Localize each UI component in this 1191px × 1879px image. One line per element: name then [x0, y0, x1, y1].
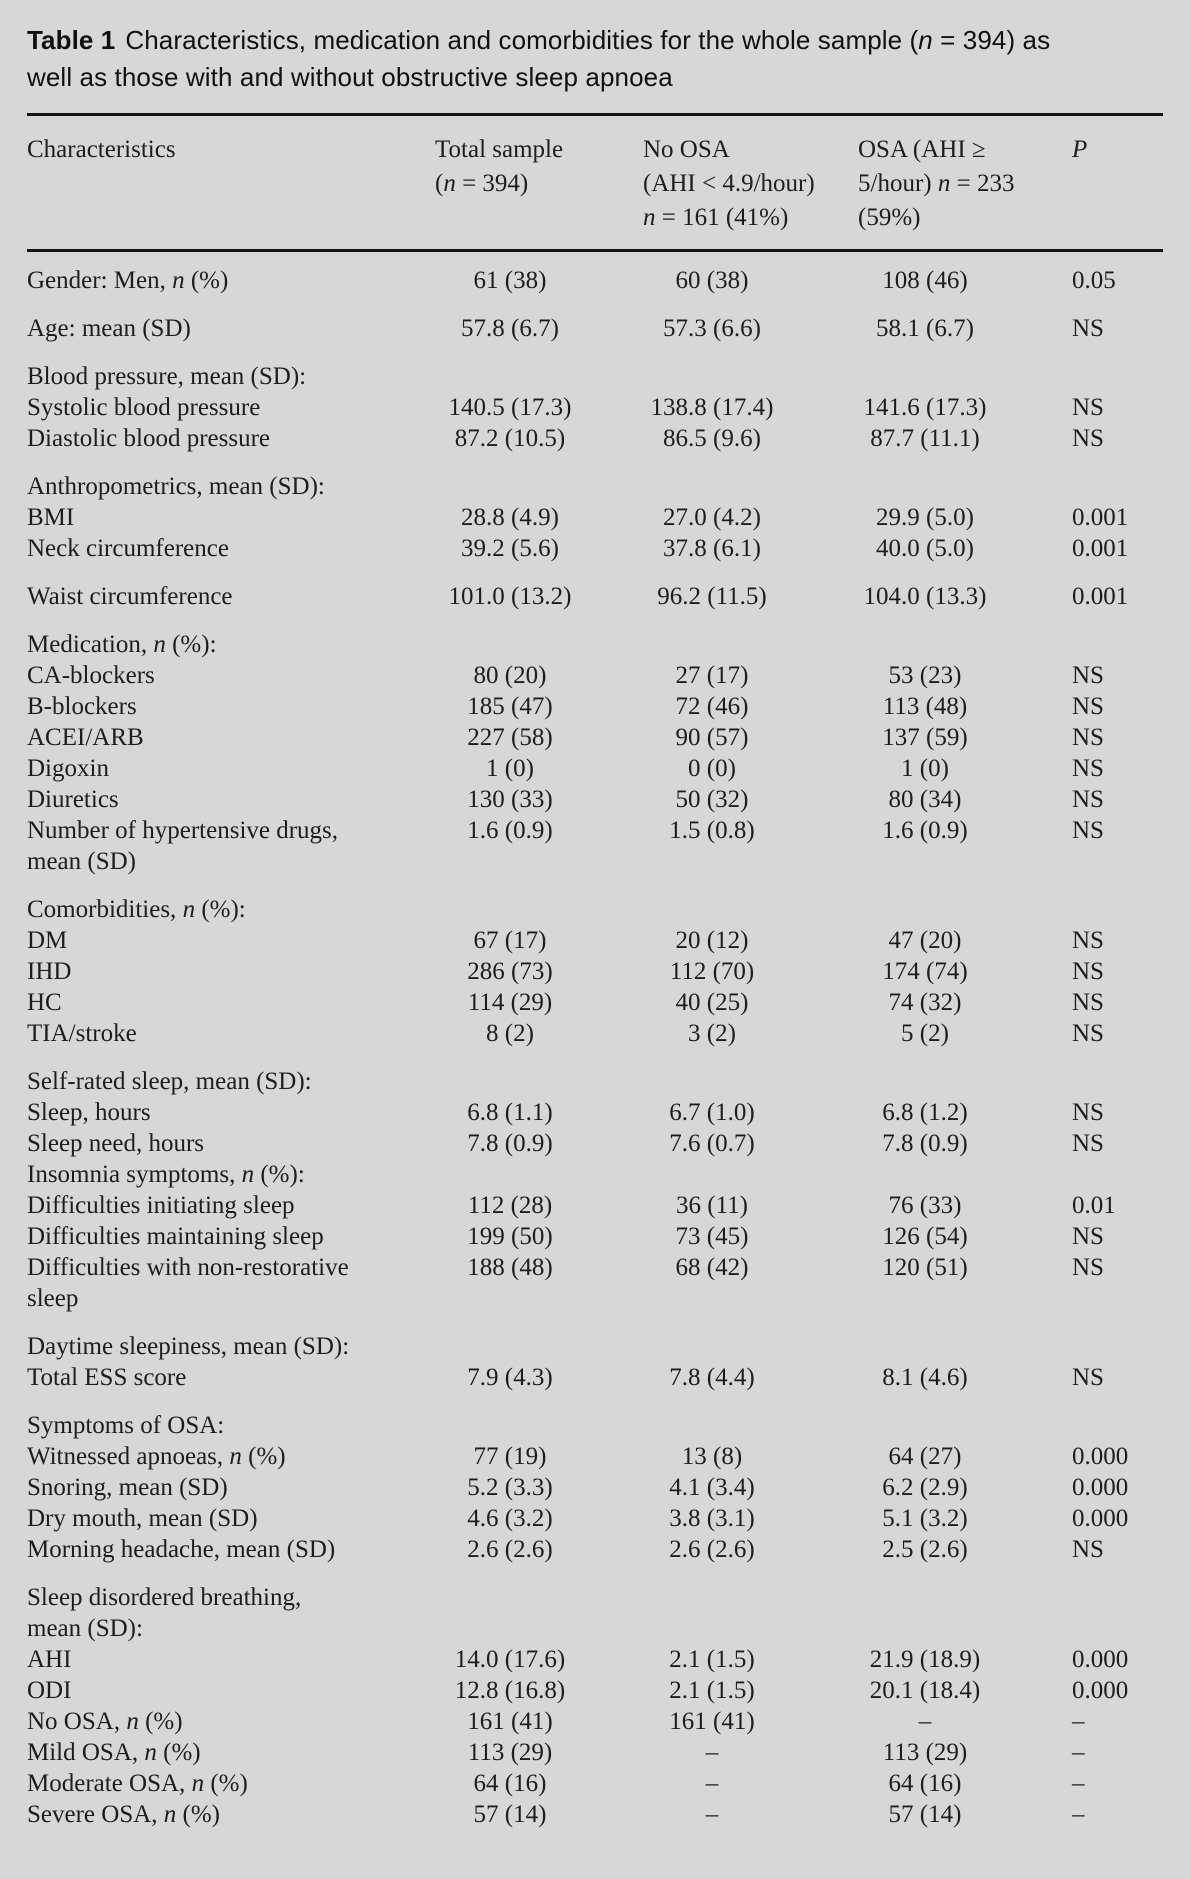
cell-no-osa: 86.5 (9.6)	[663, 425, 761, 452]
row-label: Digoxin	[27, 755, 109, 782]
cell-total: 39.2 (5.6)	[461, 535, 559, 562]
cell-osa: 174 (74)	[882, 958, 968, 985]
cell-osa: 87.7 (11.1)	[870, 425, 980, 452]
table-header-row	[27, 116, 1163, 249]
table-row	[27, 1706, 1163, 1737]
cell-no-osa: 1.5 (0.8)	[669, 817, 755, 844]
row-label: Severe OSA, n (%)	[27, 1801, 221, 1828]
cell-no-osa: 68 (42)	[675, 1254, 749, 1281]
row-label: Morning headache, mean (SD)	[27, 1536, 336, 1563]
cell-osa: 21.9 (18.9)	[869, 1646, 981, 1673]
cell-osa: 8.1 (4.6)	[882, 1364, 968, 1391]
cell-total: 87.2 (10.5)	[454, 425, 566, 452]
cell-total: 113 (29)	[467, 1739, 553, 1766]
cell-osa: 47 (20)	[888, 927, 962, 954]
table-row	[27, 1018, 1163, 1049]
table-row	[27, 1190, 1163, 1221]
table-row	[27, 1737, 1163, 1768]
cell-osa: 5 (2)	[901, 1020, 949, 1047]
cell-total: 161 (41)	[467, 1708, 553, 1735]
table-row	[27, 753, 1163, 784]
cell-p: NS	[1072, 755, 1104, 782]
row-label: Blood pressure, mean (SD):	[27, 363, 307, 390]
table-row	[27, 1441, 1163, 1472]
cell-total: 114 (29)	[467, 989, 553, 1016]
cell-no-osa: 27 (17)	[675, 662, 749, 689]
cell-p: NS	[1072, 394, 1104, 421]
cell-no-osa: 27.0 (4.2)	[663, 504, 761, 531]
cell-osa: 64 (16)	[888, 1770, 962, 1797]
cell-osa: 76 (33)	[888, 1192, 962, 1219]
table-row	[27, 1128, 1163, 1159]
column-header-p: P	[1072, 136, 1088, 163]
cell-osa: 7.8 (0.9)	[882, 1130, 968, 1157]
cell-total: 57 (14)	[473, 1801, 547, 1828]
cell-osa: 6.2 (2.9)	[882, 1474, 968, 1501]
row-label: Anthropometrics, mean (SD):	[27, 473, 325, 500]
cell-osa: 57 (14)	[888, 1801, 962, 1828]
row-label: Moderate OSA, n (%)	[27, 1770, 248, 1797]
table-row	[27, 1221, 1163, 1252]
cell-osa: 6.8 (1.2)	[882, 1099, 968, 1126]
cell-total: 28.8 (4.9)	[461, 504, 559, 531]
row-label: Diastolic blood pressure	[27, 425, 271, 452]
cell-total: 112 (28)	[467, 1192, 553, 1219]
table-row	[27, 784, 1163, 815]
cell-total: 227 (58)	[467, 724, 553, 751]
table-group-row	[27, 629, 1163, 660]
cell-p: 0.000	[1072, 1443, 1129, 1470]
row-label: No OSA, n (%)	[27, 1708, 183, 1735]
cell-osa: 1 (0)	[901, 755, 949, 782]
cell-no-osa: 2.1 (1.5)	[669, 1646, 755, 1673]
cell-no-osa: 96.2 (11.5)	[657, 583, 767, 610]
table-title-caption: Characteristics, medication and comorbidities for the whole sample (n = 394) as well as those with and without obstructive sleep apnoea	[27, 25, 1051, 92]
column-header-total-sample: Total sample (n = 394)	[435, 136, 564, 197]
cell-total: 12.8 (16.8)	[454, 1677, 566, 1704]
cell-p: NS	[1072, 693, 1104, 720]
cell-no-osa: 73 (45)	[675, 1223, 749, 1250]
cell-no-osa: –	[705, 1739, 719, 1766]
row-label: Difficulties initiating sleep	[27, 1192, 295, 1219]
cell-no-osa: 13 (8)	[681, 1443, 743, 1470]
cell-p: NS	[1072, 724, 1104, 751]
cell-osa: 120 (51)	[882, 1254, 968, 1281]
table-group-row	[27, 1410, 1163, 1441]
table-title	[27, 22, 1161, 96]
cell-p: 0.000	[1072, 1677, 1129, 1704]
row-label: Difficulties maintaining sleep	[27, 1223, 324, 1250]
row-label: Gender: Men, n (%)	[27, 267, 229, 294]
row-label: Dry mouth, mean (SD)	[27, 1505, 258, 1532]
table-row	[27, 423, 1163, 454]
cell-osa: 126 (54)	[882, 1223, 968, 1250]
cell-no-osa: –	[705, 1770, 719, 1797]
cell-no-osa: 90 (57)	[675, 724, 749, 751]
cell-total: 199 (50)	[467, 1223, 553, 1250]
cell-total: 67 (17)	[473, 927, 547, 954]
cell-no-osa: 57.3 (6.6)	[663, 315, 761, 342]
row-label: Total ESS score	[27, 1364, 187, 1391]
row-label: Medication, n (%):	[27, 631, 217, 658]
table-group-row	[27, 1066, 1163, 1097]
row-label: Daytime sleepiness, mean (SD):	[27, 1333, 350, 1360]
cell-osa: 5.1 (3.2)	[882, 1505, 968, 1532]
cell-p: 0.000	[1072, 1646, 1129, 1673]
cell-total: 286 (73)	[467, 958, 553, 985]
cell-total: 130 (33)	[467, 786, 553, 813]
table-group-row	[27, 1159, 1163, 1190]
row-label: DM	[27, 927, 68, 954]
cell-p: –	[1072, 1708, 1085, 1735]
cell-no-osa: 3 (2)	[688, 1020, 736, 1047]
cell-total: 5.2 (3.3)	[467, 1474, 553, 1501]
cell-no-osa: 60 (38)	[675, 267, 749, 294]
table-row	[27, 815, 1163, 877]
cell-p: NS	[1072, 315, 1104, 342]
cell-total: 7.9 (4.3)	[467, 1364, 553, 1391]
row-label: Symptoms of OSA:	[27, 1412, 225, 1439]
row-label: Systolic blood pressure	[27, 394, 261, 421]
row-label: CA-blockers	[27, 662, 155, 689]
cell-osa: –	[918, 1708, 932, 1735]
cell-osa: 74 (32)	[888, 989, 962, 1016]
row-label: Waist circumference	[27, 583, 233, 610]
row-label: Snoring, mean (SD)	[27, 1474, 228, 1501]
cell-p: 0.001	[1072, 504, 1129, 531]
cell-p: NS	[1072, 1020, 1104, 1047]
cell-no-osa: 7.8 (4.4)	[669, 1364, 755, 1391]
cell-total: 140.5 (17.3)	[448, 394, 572, 421]
cell-total: 77 (19)	[473, 1443, 547, 1470]
cell-osa: 2.5 (2.6)	[882, 1536, 968, 1563]
cell-p: NS	[1072, 817, 1104, 844]
cell-p: 0.000	[1072, 1474, 1129, 1501]
table-row	[27, 502, 1163, 533]
cell-osa: 1.6 (0.9)	[882, 817, 968, 844]
cell-p: –	[1072, 1739, 1085, 1766]
table-row	[27, 265, 1163, 296]
cell-no-osa: 2.6 (2.6)	[669, 1536, 755, 1563]
row-label: Self-rated sleep, mean (SD):	[27, 1068, 312, 1095]
cell-p: 0.000	[1072, 1505, 1129, 1532]
cell-p: –	[1072, 1770, 1085, 1797]
cell-total: 188 (48)	[467, 1254, 553, 1281]
table-row	[27, 722, 1163, 753]
cell-p: NS	[1072, 1254, 1104, 1281]
cell-p: NS	[1072, 989, 1104, 1016]
table-row	[27, 313, 1163, 344]
cell-osa: 108 (46)	[882, 267, 968, 294]
cell-no-osa: 40 (25)	[675, 989, 749, 1016]
cell-p: NS	[1072, 927, 1104, 954]
table-row	[27, 392, 1163, 423]
cell-total: 2.6 (2.6)	[467, 1536, 553, 1563]
cell-total: 1.6 (0.9)	[467, 817, 553, 844]
row-label: HC	[27, 989, 62, 1016]
cell-total: 185 (47)	[467, 693, 553, 720]
table-row	[27, 1472, 1163, 1503]
table-row	[27, 1768, 1163, 1799]
table-row	[27, 533, 1163, 564]
cell-no-osa: 0 (0)	[688, 755, 736, 782]
row-label: Difficulties with non-restorative sleep	[27, 1254, 349, 1312]
table-row	[27, 925, 1163, 956]
table-group-row	[27, 471, 1163, 502]
row-label: IHD	[27, 958, 72, 985]
cell-no-osa: 72 (46)	[675, 693, 749, 720]
cell-p: NS	[1072, 786, 1104, 813]
cell-p: 0.05	[1072, 267, 1116, 294]
table-row	[27, 1097, 1163, 1128]
column-header-characteristics: Characteristics	[27, 136, 176, 163]
cell-no-osa: 37.8 (6.1)	[663, 535, 761, 562]
table-row	[27, 956, 1163, 987]
table-row	[27, 987, 1163, 1018]
cell-no-osa: 3.8 (3.1)	[669, 1505, 755, 1532]
cell-osa: 104.0 (13.3)	[863, 583, 987, 610]
row-label: BMI	[27, 504, 75, 531]
table-body	[27, 252, 1163, 1860]
cell-no-osa: 112 (70)	[669, 958, 755, 985]
cell-osa: 80 (34)	[888, 786, 962, 813]
row-label: Mild OSA, n (%)	[27, 1739, 201, 1766]
column-header-osa: OSA (AHI ≥ 5/hour) n = 233 (59%)	[858, 136, 1015, 231]
cell-no-osa: 161 (41)	[669, 1708, 755, 1735]
cell-osa: 58.1 (6.7)	[876, 315, 974, 342]
table-group-row	[27, 1582, 1163, 1644]
cell-p: –	[1072, 1801, 1085, 1828]
cell-osa: 64 (27)	[888, 1443, 962, 1470]
cell-no-osa: 6.7 (1.0)	[669, 1099, 755, 1126]
cell-total: 57.8 (6.7)	[461, 315, 559, 342]
table-title-label: Table 1	[27, 25, 116, 55]
row-label: Age: mean (SD)	[27, 315, 191, 342]
cell-p: NS	[1072, 425, 1104, 452]
cell-total: 80 (20)	[473, 662, 547, 689]
row-label: Diuretics	[27, 786, 119, 813]
cell-osa: 113 (48)	[882, 693, 968, 720]
table-row	[27, 1644, 1163, 1675]
row-label: Neck circumference	[27, 535, 229, 562]
row-label: ACEI/ARB	[27, 724, 144, 751]
table-row	[27, 581, 1163, 612]
cell-no-osa: 20 (12)	[675, 927, 749, 954]
table-row	[27, 1799, 1163, 1830]
cell-osa: 137 (59)	[882, 724, 968, 751]
cell-p: 0.001	[1072, 583, 1129, 610]
column-header-no-osa: No OSA (AHI < 4.9/hour) n = 161 (41%)	[643, 136, 815, 231]
cell-total: 8 (2)	[486, 1020, 534, 1047]
row-label: Comorbidities, n (%):	[27, 896, 246, 923]
cell-total: 14.0 (17.6)	[454, 1646, 566, 1673]
row-label: B-blockers	[27, 693, 137, 720]
row-label: ODI	[27, 1677, 72, 1704]
cell-p: NS	[1072, 1099, 1104, 1126]
cell-no-osa: 2.1 (1.5)	[669, 1677, 755, 1704]
row-label: Insomnia symptoms, n (%):	[27, 1161, 305, 1188]
cell-total: 6.8 (1.1)	[467, 1099, 553, 1126]
row-label: Sleep need, hours	[27, 1130, 205, 1157]
table-group-row	[27, 1331, 1163, 1362]
cell-p: NS	[1072, 1364, 1104, 1391]
cell-osa: 20.1 (18.4)	[869, 1677, 981, 1704]
table-row	[27, 1252, 1163, 1314]
table-row	[27, 1675, 1163, 1706]
row-label: Sleep, hours	[27, 1099, 151, 1126]
cell-p: NS	[1072, 662, 1104, 689]
table-group-row	[27, 894, 1163, 925]
cell-total: 101.0 (13.2)	[448, 583, 572, 610]
cell-p: NS	[1072, 1223, 1104, 1250]
table-row	[27, 1534, 1163, 1565]
cell-p: NS	[1072, 1536, 1104, 1563]
cell-osa: 113 (29)	[882, 1739, 968, 1766]
cell-total: 7.8 (0.9)	[467, 1130, 553, 1157]
table-group-row	[27, 361, 1163, 392]
table-row	[27, 1503, 1163, 1534]
row-label: AHI	[27, 1646, 72, 1673]
cell-total: 1 (0)	[486, 755, 534, 782]
cell-p: NS	[1072, 1130, 1104, 1157]
cell-osa: 141.6 (17.3)	[863, 394, 987, 421]
table-row	[27, 660, 1163, 691]
cell-no-osa: 7.6 (0.7)	[669, 1130, 755, 1157]
cell-osa: 40.0 (5.0)	[876, 535, 974, 562]
cell-p: 0.01	[1072, 1192, 1116, 1219]
cell-total: 64 (16)	[473, 1770, 547, 1797]
cell-osa: 29.9 (5.0)	[876, 504, 974, 531]
cell-total: 61 (38)	[473, 267, 547, 294]
cell-total: 4.6 (3.2)	[467, 1505, 553, 1532]
cell-no-osa: 50 (32)	[675, 786, 749, 813]
row-label: Sleep disordered breathing, mean (SD):	[27, 1584, 302, 1642]
cell-no-osa: 4.1 (3.4)	[669, 1474, 755, 1501]
row-label: TIA/stroke	[27, 1020, 137, 1047]
cell-no-osa: –	[705, 1801, 719, 1828]
cell-osa: 53 (23)	[888, 662, 962, 689]
row-label: Witnessed apnoeas, n (%)	[27, 1443, 286, 1470]
table-row	[27, 1362, 1163, 1393]
cell-p: NS	[1072, 958, 1104, 985]
table-row	[27, 691, 1163, 722]
cell-no-osa: 36 (11)	[676, 1192, 748, 1219]
cell-p: 0.001	[1072, 535, 1129, 562]
row-label: Number of hypertensive drugs, mean (SD)	[27, 817, 339, 875]
cell-no-osa: 138.8 (17.4)	[650, 394, 774, 421]
